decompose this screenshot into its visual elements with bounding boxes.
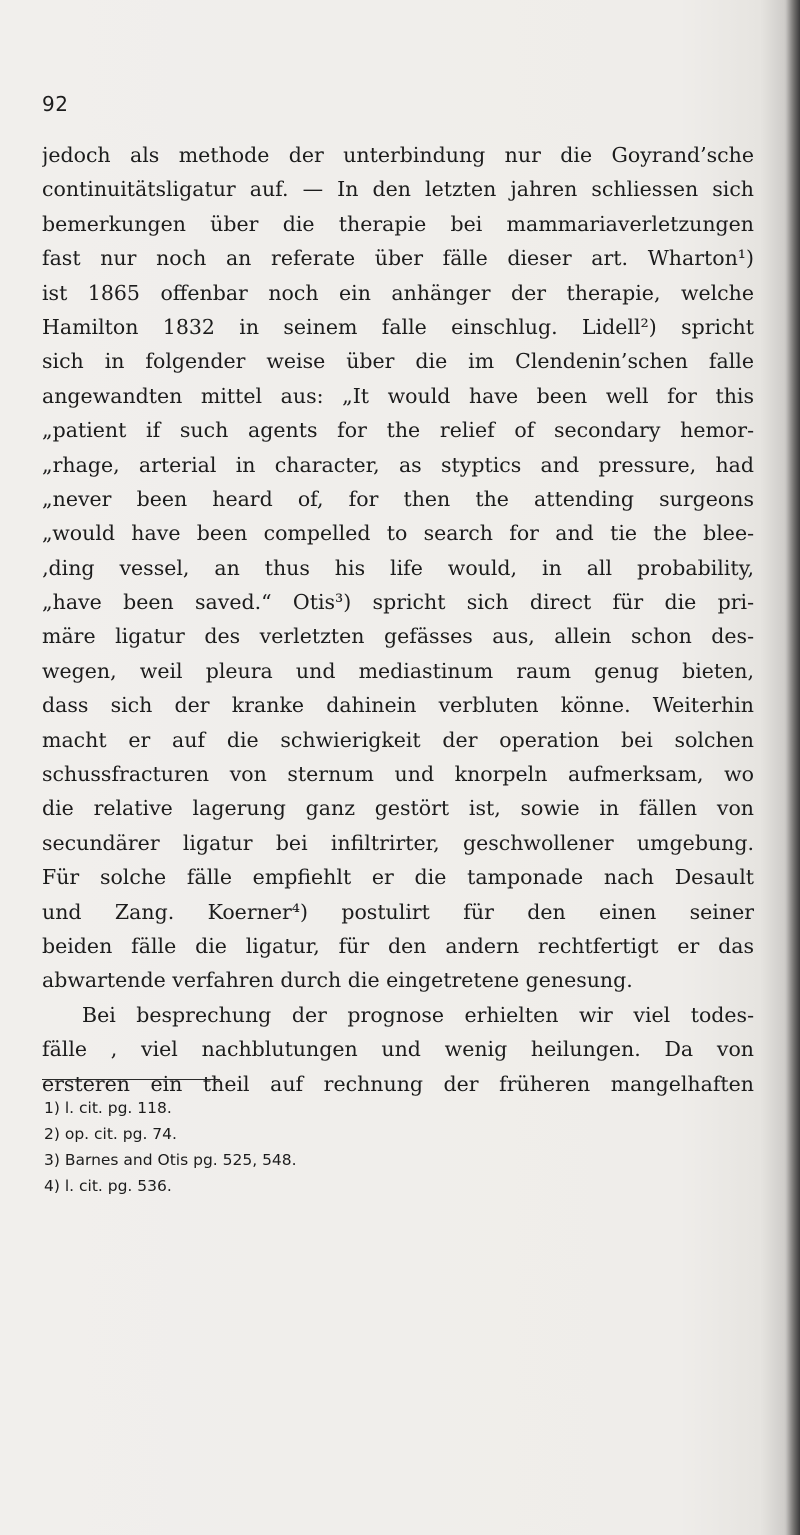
text-line: fälle , viel nachblutungen und wenig heilungen. Da von — [42, 1037, 754, 1062]
text-line: abwartende verfahren durch die eingetretene genesung. — [42, 968, 633, 993]
text-line: beiden fälle die ligatur, für den andern rechtfertigt er das — [42, 933, 754, 958]
text-line: jedoch als methode der unterbindung nur die Goyrand’sche — [42, 143, 754, 167]
text-line: schussfracturen von sternum und knorpeln aufmerksam, wo — [42, 762, 754, 787]
text-line: ist 1865 offenbar noch ein anhänger der therapie, welche — [42, 280, 754, 305]
text-line: wegen, weil pleura und mediastinum raum genug bieten, — [42, 658, 754, 683]
footnote: 4) l. cit. pg. 536. — [44, 1177, 172, 1195]
text-line: ‚ding vessel, an thus his life would, in all probability, — [42, 555, 754, 580]
text-line: ersteren ein theil auf rechnung der früheren mangelhaften — [42, 1071, 754, 1096]
body-text — [42, 138, 754, 1101]
footnotes — [44, 1095, 297, 1199]
text-line: und Zang. Koerner⁴) postulirt für den einen seiner — [42, 899, 754, 924]
footnote: 3) Barnes and Otis pg. 525, 548. — [44, 1151, 297, 1169]
text-line: Bei besprechung der prognose erhielten wir viel todes- — [82, 1002, 754, 1027]
footnote: 2) op. cit. pg. 74. — [44, 1125, 177, 1143]
text-line: „never been heard of, for then the attending surgeons — [42, 486, 754, 511]
text-line: märe ligatur des verletzten gefässes aus, allein schon des- — [42, 624, 754, 649]
text-line: continuitätsligatur auf. — In den letzten jahren schliessen sich — [42, 177, 754, 202]
text-line: „have been saved.“ Otis³) spricht sich direct für die pri- — [42, 590, 754, 615]
text-line: sich in folgender weise über die im Clendenin’schen falle — [42, 349, 754, 374]
text-line: dass sich der kranke dahinein verbluten könne. Weiterhin — [42, 693, 754, 718]
page-number: 92 — [42, 92, 69, 116]
footnote-divider — [42, 1079, 220, 1080]
text-line: die relative lagerung ganz gestört ist, sowie in fällen von — [42, 796, 754, 821]
text-line: angewandten mittel aus: „It would have been well for this — [42, 383, 754, 408]
text-line: „rhage, arterial in character, as styptics and pressure, had — [42, 452, 754, 477]
text-line: Hamilton 1832 in seinem falle einschlug. Lidell²) spricht — [42, 314, 754, 339]
text-line: „would have been compelled to search for and tie the blee- — [42, 521, 754, 546]
text-line: fast nur noch an referate über fälle dieser art. Wharton¹) — [42, 246, 754, 271]
text-line: Für solche fälle empfiehlt er die tamponade nach Desault — [42, 865, 754, 890]
text-line: „patient if such agents for the relief of secondary hemor- — [42, 418, 754, 443]
text-line: macht er auf die schwierigkeit der operation bei solchen — [42, 727, 754, 752]
footnote: 1) l. cit. pg. 118. — [44, 1099, 172, 1117]
text-line: bemerkungen über die therapie bei mammariaverletzungen — [42, 211, 754, 236]
text-line: secundärer ligatur bei infiltrirter, geschwollener umgebung. — [42, 830, 754, 855]
page-edge-shadow — [786, 0, 800, 1535]
